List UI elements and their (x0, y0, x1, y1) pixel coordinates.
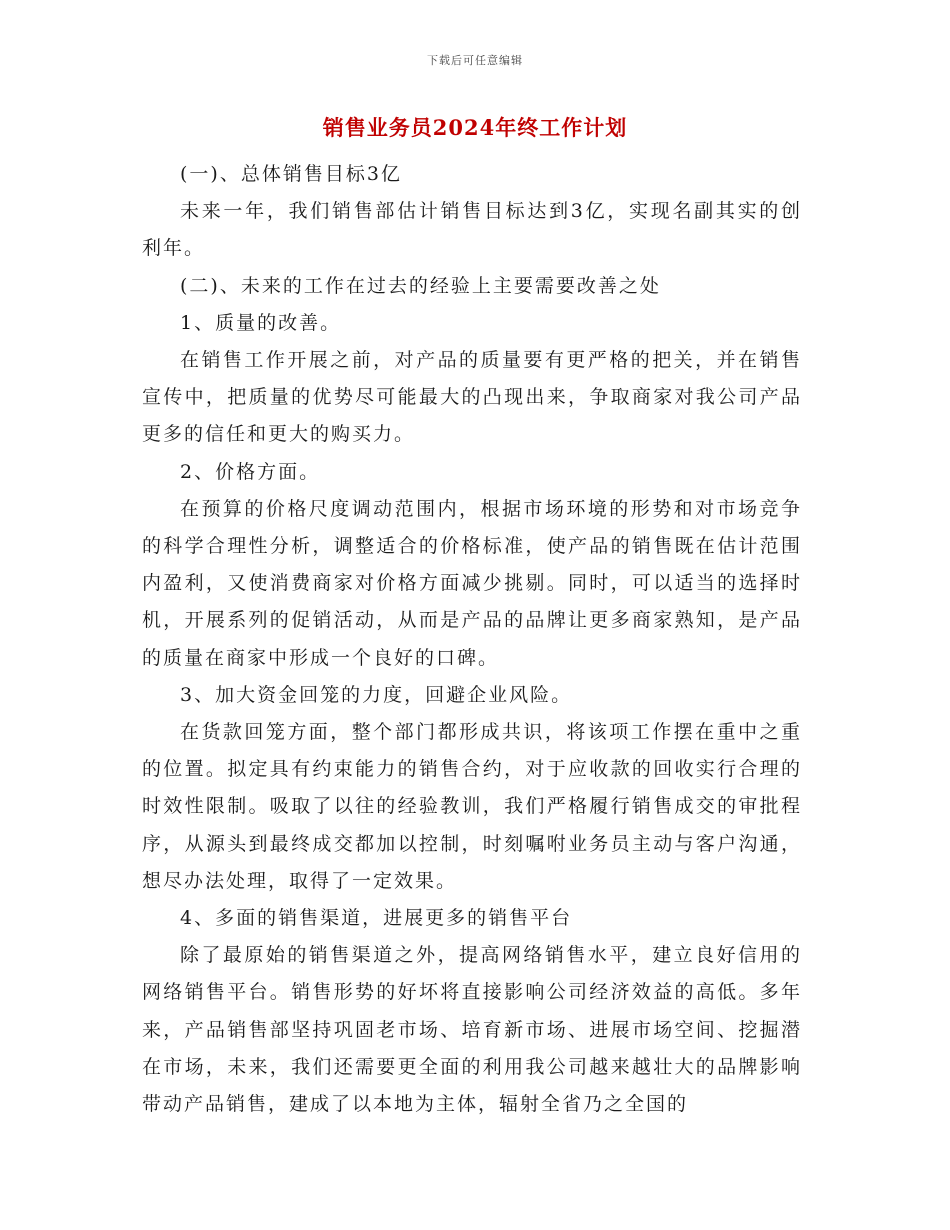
section-heading-overall-target: (一)、总体销售目标3亿 (180, 163, 402, 185)
document-title: 销售业务员2024年终工作计划 (322, 115, 628, 140)
item-heading-quality: 1、质量的改善。 (180, 311, 342, 334)
item-heading-channels: 4、多面的销售渠道，进展更多的销售平台 (180, 907, 573, 930)
item-heading-funds: 3、加大资金回笼的力度，回避企业风险。 (180, 683, 573, 706)
paragraph-quality: 在销售工作开展之前，对产品的质量要有更严格的把关，并在销售宣传中，把质量的优势尽可能最大的凸现出来，争取商家对我公司产品更多的信任和更大的购买力。 (142, 349, 802, 446)
header-note: 下载后可任意编辑 (427, 54, 523, 67)
paragraph-funds: 在货款回笼方面，整个部门都形成共识，将该项工作摆在重中之重的位置。拟定具有约束能力的销售合约，对于应收款的回收实行合理的时效性限制。吸取了以往的经验教训，我们严格履行销售成交的审批程序，从源头到最终成交都加以控制，时刻嘱咐业务员主动与客户沟通，想尽办法处理，取得了一定效果。 (142, 721, 802, 892)
paragraph-channels: 除了最原始的销售渠道之外，提高网络销售水平，建立良好信用的网络销售平台。销售形势的好坏将直接影响公司经济效益的高低。多年来，产品销售部坚持巩固老市场、培育新市场、进展市场空间、挖掘潜在市场，未来，我们还需要更全面的利用我公司越来越壮大的品牌影响带动产品销售，建成了以本地为主体，辐射全省乃之全国的 (142, 944, 802, 1116)
paragraph-target: 未来一年，我们销售部估计销售目标达到3亿，实现名副其实的创利年。 (142, 200, 802, 260)
item-heading-price: 2、价格方面。 (180, 460, 321, 483)
paragraph-price: 在预算的价格尺度调动范围内，根据市场环境的形势和对市场竞争的科学合理性分析，调整适合的价格标准，使产品的销售既在估计范围内盈利，又使消费商家对价格方面减少挑剔。同时，可以适当的选择时机，开展系列的促销活动，从而是产品的品牌让更多商家熟知，是产品的质量在商家中形成一个良好的口碑。 (142, 497, 802, 669)
section-heading-improvements: (二)、未来的工作在过去的经验上主要需要改善之处 (180, 274, 661, 297)
document-body (142, 156, 802, 1123)
